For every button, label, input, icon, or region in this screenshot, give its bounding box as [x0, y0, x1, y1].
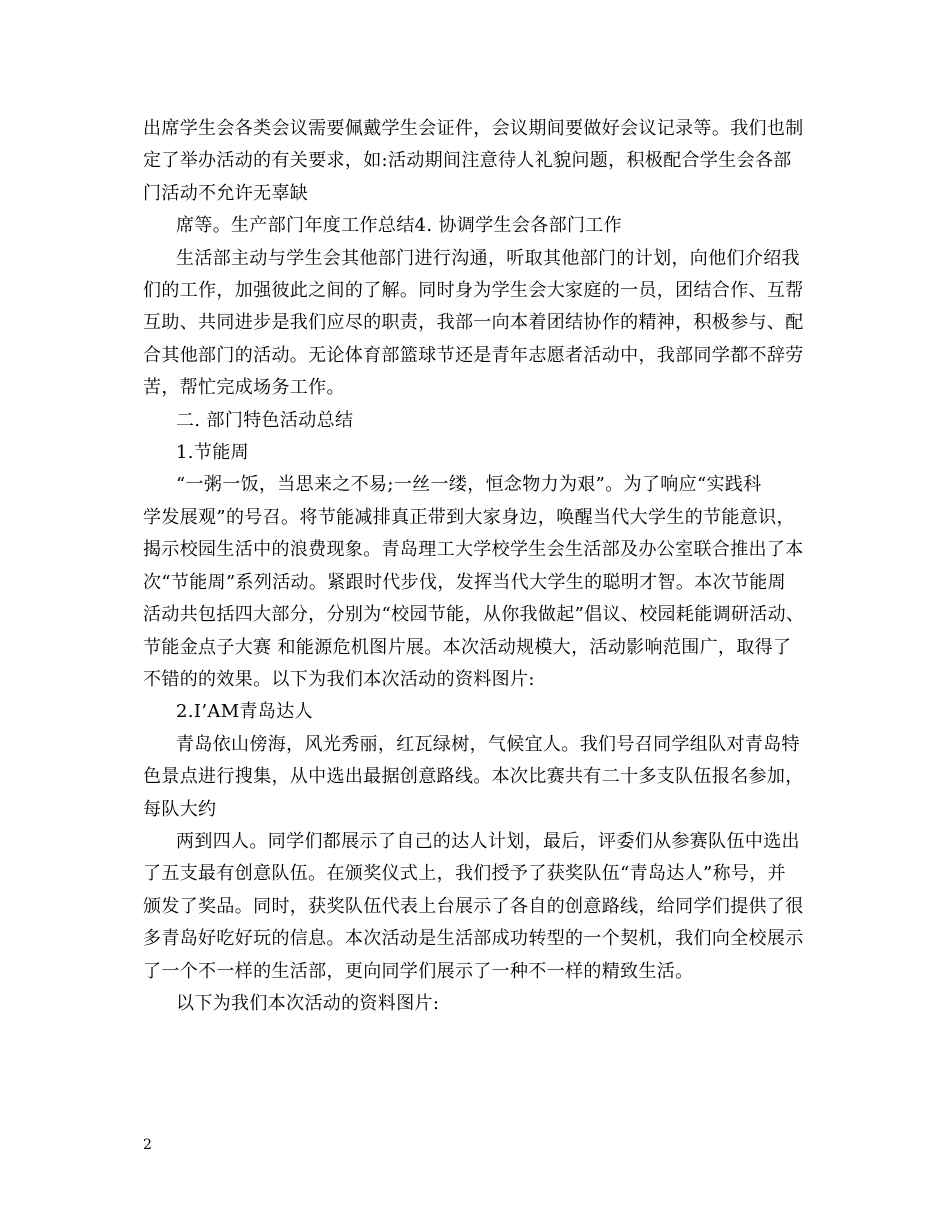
text-line: 节能金点子大赛 和能源危机图片展。本次活动规模大，活动影响范围广，取得了 [143, 636, 792, 658]
text-line: 学发展观”的号召。将节能减排真正带到大家身边，唤醒当代大学生的节能意识， [143, 506, 795, 528]
text-line: 出席学生会各类会议需要佩戴学生会证件，会议期间要做好会议记录等。我们也制 [143, 118, 804, 139]
text-line: 揭示校园生活中的浪费现象。青岛理工大学校学生会生活部及办公室联合推出了本 [143, 539, 804, 561]
text-line: 定了举办活动的有关要求，如:活动期间注意待人礼貌问题，积极配合学生会各部 [143, 150, 792, 172]
document-body [143, 113, 823, 1020]
text-line: 生活部主动与学生会其他部门进行沟通，听取其他部门的计划，向他们介绍我 [176, 247, 800, 269]
text-line: 多青岛好吃好玩的信息。本次活动是生活部成功转型的一个契机，我们向全校展示 [143, 928, 804, 950]
text-line: 色景点进行搜集，从中选出最据创意路线。本次比赛共有二十多支队伍报名参加， [143, 766, 804, 788]
text-line: 颁发了奖品。同时，获奖队伍代表上台展示了各自的创意路线，给同学们提供了很 [143, 895, 804, 917]
text-line: 青岛依山傍海，风光秀丽，红瓦绿树，气候宜人。我们号召同学组队对青岛特 [176, 733, 800, 755]
text-line: 2.I’AM青岛达人 [176, 701, 313, 723]
text-line: 席等。生产部门年度工作总结4. 协调学生会各部门工作 [176, 215, 622, 237]
text-line: 以下为我们本次活动的资料图片: [176, 992, 440, 1014]
text-line: “一粥一饭，当思来之不易;一丝一缕，恒念物力为艰”。为了响应“实践科 [176, 474, 762, 496]
text-line: 二. 部门特色活动总结 [176, 409, 354, 431]
page-number: 2 [143, 1137, 152, 1153]
text-line: 苦，帮忙完成场务工作。 [143, 377, 345, 399]
text-line: 了一个不一样的生活部，更向同学们展示了一种不一样的精致生活。 [143, 960, 694, 982]
text-line: 1.节能周 [176, 442, 249, 464]
text-line: 门活动不允许无辜缺 [143, 182, 309, 204]
text-line: 合其他部门的活动。无论体育部篮球节还是青年志愿者活动中，我部同学都不辞劳 [143, 344, 804, 366]
text-line: 互助、共同进步是我们应尽的职责，我部一向本着团结协作的精神，积极参与、配 [143, 312, 804, 334]
text-line: 们的工作，加强彼此之间的了解。同时身为学生会大家庭的一员，团结合作、互帮 [143, 280, 804, 302]
text-line: 不错的的效果。以下为我们本次活动的资料图片: [143, 668, 535, 690]
text-line: 两到四人。同学们都展示了自己的达人计划，最后，评委们从参赛队伍中选出 [176, 830, 800, 852]
text-line: 次“节能周”系列活动。紧跟时代步伐，发挥当代大学生的聪明才智。本次节能周 [143, 571, 787, 593]
text-line: 每队大约 [143, 798, 217, 820]
text-line: 了五支最有创意队伍。在颁奖仪式上，我们授予了获奖队伍“青岛达人”称号，并 [143, 863, 787, 885]
text-line: 活动共包括四大部分，分别为“校园节能，从你我做起”倡议、校园耗能调研活动、 [143, 604, 805, 626]
